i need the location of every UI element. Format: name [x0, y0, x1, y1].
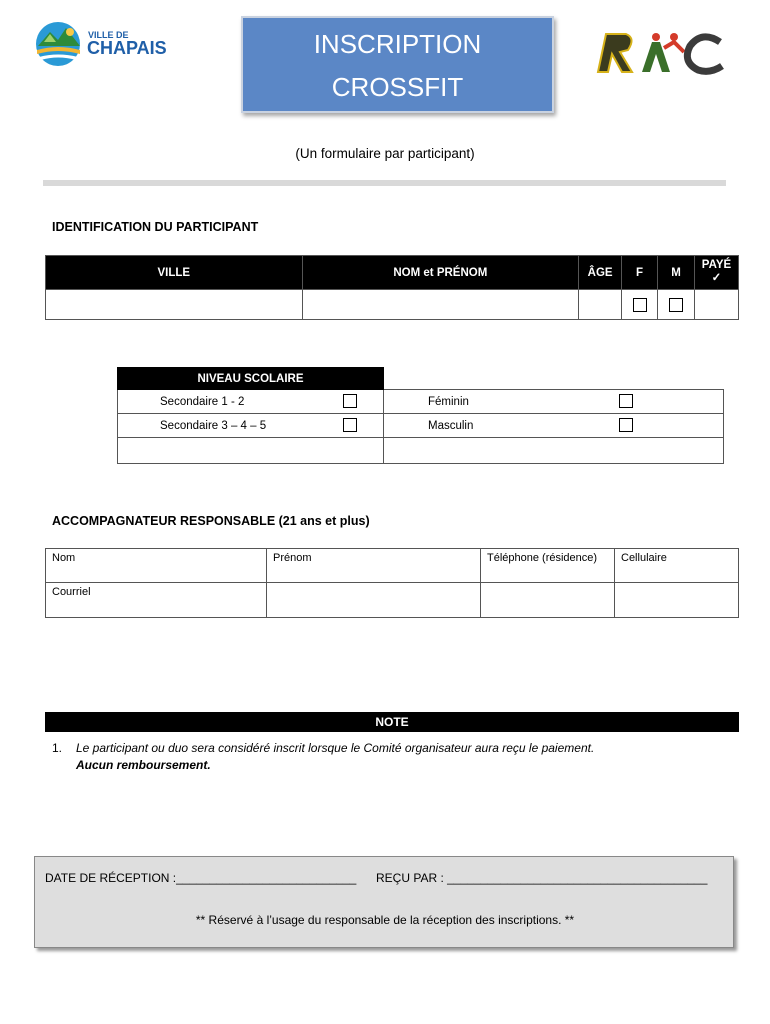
prenom-field[interactable] — [267, 549, 481, 583]
prenom-label: Prénom — [273, 552, 312, 564]
cellulaire-label: Cellulaire — [621, 552, 667, 564]
sexe-option-masculin — [384, 414, 724, 438]
col-nom-header: NOM et PRÉNOM — [302, 256, 579, 290]
paye-input[interactable] — [694, 290, 738, 320]
f-checkbox[interactable] — [633, 298, 647, 312]
niveau-option-2-label: Secondaire 3 – 4 – 5 — [160, 419, 267, 432]
title-line-2: CROSSFIT — [331, 72, 464, 102]
masculin-checkbox[interactable] — [619, 418, 633, 432]
participant-table — [45, 255, 739, 320]
rac-logo-graphic — [590, 28, 730, 78]
telephone-label: Téléphone (résidence) — [487, 552, 598, 564]
accompagnateur-section-title: ACCOMPAGNATEUR RESPONSABLE (21 ans et plus) — [52, 514, 370, 528]
col-age-header: ÂGE — [579, 256, 622, 290]
nom-prenom-input[interactable] — [302, 290, 579, 320]
age-input[interactable] — [579, 290, 622, 320]
niveau-blank-cell — [118, 438, 384, 464]
feminin-label: Féminin — [428, 395, 469, 408]
col-ville-header: VILLE — [46, 256, 303, 290]
form-title-box — [241, 16, 554, 113]
reserved-note: ** Réservé à l’usage du responsable de la réception des inscriptions. ** — [195, 913, 575, 927]
courriel-value-1[interactable] — [267, 583, 481, 618]
title-line-1: INSCRIPTION — [313, 29, 482, 59]
col-m-header: M — [658, 256, 695, 290]
paye-label: PAYÉ — [701, 259, 732, 271]
ville-de-chapais-logo — [34, 20, 174, 70]
cellulaire-field[interactable] — [615, 549, 739, 583]
niveau-option-2 — [118, 414, 384, 438]
nom-label: Nom — [52, 552, 76, 564]
niveau-header: NIVEAU SCOLAIRE — [118, 368, 384, 390]
niveau-2-checkbox[interactable] — [343, 418, 357, 432]
rac-logo — [590, 28, 730, 78]
masculin-label: Masculin — [428, 419, 474, 432]
identification-section-title: IDENTIFICATION DU PARTICIPANT — [52, 220, 259, 234]
m-checkbox[interactable] — [669, 298, 683, 312]
note-header: NOTE — [45, 712, 739, 732]
courriel-value-3[interactable] — [615, 583, 739, 618]
telephone-field[interactable] — [481, 549, 615, 583]
note-line-2: Aucun remboursement. — [76, 758, 211, 772]
niveau-scolaire-table — [117, 367, 724, 464]
col-paye-header — [694, 256, 738, 290]
date-reception-field[interactable]: DATE DE RÉCEPTION :___________________________ — [45, 871, 357, 885]
logo-big-text: CHAPAIS — [87, 38, 167, 58]
header-divider — [43, 180, 726, 186]
niveau-option-1-label: Secondaire 1 - 2 — [160, 395, 245, 408]
note-number: 1. — [52, 741, 63, 755]
feminin-checkbox[interactable] — [619, 394, 633, 408]
recu-par-field[interactable]: REÇU PAR : _______________________________________ — [376, 871, 708, 885]
f-cell — [622, 290, 658, 320]
note-text — [52, 740, 742, 774]
check-icon: ✓ — [711, 272, 722, 284]
sexe-blank-cell — [384, 438, 724, 464]
reception-box — [34, 856, 734, 948]
niveau-1-checkbox[interactable] — [343, 394, 357, 408]
accompagnateur-table — [45, 548, 739, 618]
nom-field[interactable] — [46, 549, 267, 583]
logo-small-text: VILLE DE — [88, 30, 129, 40]
col-f-header: F — [622, 256, 658, 290]
ville-input[interactable] — [46, 290, 303, 320]
m-cell — [658, 290, 695, 320]
chapais-emblem-icon — [34, 20, 86, 68]
niveau-option-1 — [118, 390, 384, 414]
sexe-option-feminin — [384, 390, 724, 414]
courriel-field[interactable] — [46, 583, 267, 618]
note-line-1: Le participant ou duo sera considéré inscrit lorsque le Comité organisateur aura reçu le paiement. — [76, 741, 595, 755]
niveau-header-blank — [384, 368, 724, 390]
courriel-label: Courriel — [52, 586, 91, 598]
courriel-value-2[interactable] — [481, 583, 615, 618]
form-subtitle: (Un formulaire par participant) — [295, 146, 475, 161]
